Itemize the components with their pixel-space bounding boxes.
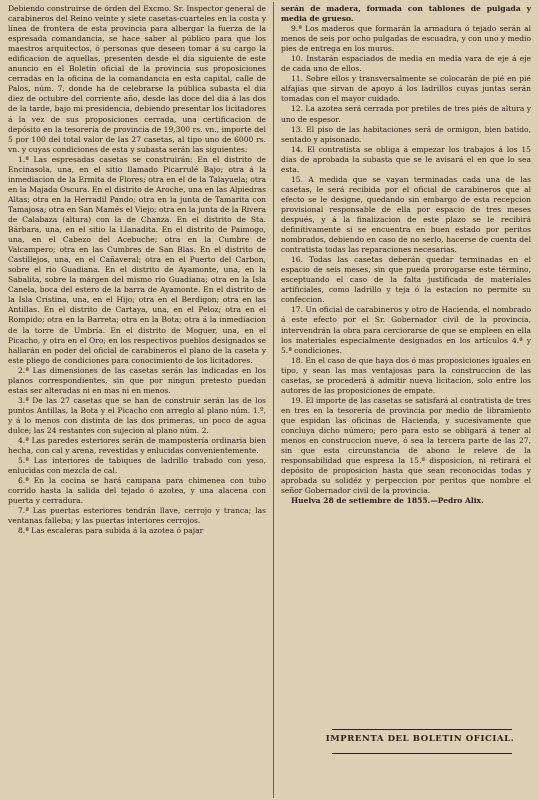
condition-item: 19. El importe de las casetas se satisfará al contratista de tres en tres en la tesorería de provincia por medio de libramiento que espidan las oficinas de Hacienda, y sucesivamente que concluya dicho número; pero para esto se obligará á tener al menos en construccion nueve, ó sea la tercera parte de las 27, sin que esta circunstancia de abono le releve de la responsabilidad que espresa la 15.ª disposicion, ni retirará el depósito de proposicion hasta que sean reconocidas todas y aprobada su solidéz y perpeccion por peritos que nombre el señor Gobernador civil de la provincia. <box>281 395 531 496</box>
condition-item: 17. Un oficial de carabineros y otro de Hacienda, el nombrado á este efecto por el Sr. Gobernador civil de la provincia, intervendrán la obra para cerciorarse de que se empleen en ella los materiales especialmente designados en los artículos 4.ª y 5.ª condiciones. <box>281 305 531 355</box>
condition-item: serán de madera, formada con tablones de pulgada y media de grueso. <box>281 4 531 24</box>
left-column <box>8 4 266 536</box>
condition-item: 14. El contratista se obliga á empezar los trabajos á los 15 dias de aprobada la subasta que se le avisará el en que lo sea esta. <box>281 144 531 174</box>
imprint-footer: IMPRENTA DEL BOLETIN OFICIAL. <box>325 734 515 744</box>
condition-item: 2.ª Las dimensiones de las casetas serán las indicadas en los planos correspondientes, sin que por ningun pretesto puedan estas ser alteradas ni en mas ni en menos. <box>8 365 266 395</box>
condition-item: 15. A medida que se vayan terminadas cada una de las casetas, le será recibida por el oficial de carabineros que al efecto se le designe, quedando sin embargo de esta recepcion provisional responsable de ella por espacio de tres meses después, y á la finalizacion de este plazo se le recibirá definitivamente si se encuentra en buen estado por peritos nombrados, debiendo en caso de no serlo, hacerse de cuenta del contratista todas las reparaciones necesarias. <box>281 174 531 255</box>
condition-item: 16. Todas las casetas deberán quedar terminadas en el espacio de seis meses, sin que pueda prorogarse este término, esceptuando el caso de la falta justificada de materiales artificiales, como ladrillo y teja ó la estacion no permite su confeccion. <box>281 255 531 305</box>
condition-item: 13. El piso de las habitaciones será de ormigon, bien batido, sentado y apisonado. <box>281 124 531 144</box>
condition-item: 8.ª Las escaleras para subida á la azotea ó pajar <box>18 526 204 536</box>
condition-item: 1.ª Las espresadas casetas se construirán: En el distrito de Encinasola, una, en el sitio llamado Picarrulé Bajo; otra á la inmediacion de la Ermita de Flores; otra en el de la Talayuela; otra en la Majada Oscura. En el distrito de Aroche, una en las Alpiedras Altas; otra en la Herradil Pando; otra en la junta de Tamarita con Tamajosa; otra en San Mamés el Viejo; otra en la junta de la Rivera de Calabaza (altura) con la de Chanza. En el distrito de Sta. Bárbara, una, en el sitio la Llanadita. En el distrito de Paimogo, una, en el Cabezo del Acebuche; otra en la Cumbre de Valcampero; otra en las Cumbres de San Blas. En el distrito de Castillejos, una, en el Cañaveral; otra en el Puerto del Carbon, sobre el rio Guadiana. En el distrito de Ayamonte, una, en la Sabalita, sobre la márgen del mismo rio Guadiana; otra en la Isla Canela, boca del estero de la barra de Ayamonte. En el distrito de la Isla Cristina, una, en el Hijo; otra en el Berdigon; otra en las Antillas. En el distrito de Cartaya, una, en el Peloz; otra en el Rompido; otra en la Barreta; otra en la Bota; otra á la inmediacion de la torre de Umbría. En el distrito de Moguer, una, en el Picacho, y otra en el Oro; en los respectivos pueblos designados se hallarán en poder del oficial de carabineros el plano de la caseta y este pliego de condiciones para conocimiento de los licitadores. <box>8 154 267 365</box>
condition-item: 9.ª Los maderos que formarán la armadura ó tejado serán al menos de seis por ocho pulgadas de escuadra, y con uno y medio pies de entrega en los muros. <box>281 24 531 54</box>
right-column <box>281 4 531 506</box>
condition-item: 18. En el caso de que haya dos ó mas proposiciones iguales en tipo, y sean las mas ventajosas para la construccion de las casetas, se procederá á admitir nueva licitacion, solo entre los autores de las proposiciones de empate. <box>281 355 531 395</box>
condition-item: 4.ª Las paredes esteriores serán de mampostería ordinaria bien hecha, con cal y arena, revestidas y enlucidas convenientemente. <box>8 436 266 456</box>
condition-item: 3.ª De las 27 casetas que se han de construir serán las de los puntos Antillas, la Bota y el Picacho con arreglo al plano núm. 1.º, y á lo menos con distinta de las dos primeras, un poco de agua dulce; las 24 restantes con sujecion al plano núm. 2. <box>8 395 266 435</box>
imprint-rule-bottom <box>332 753 512 754</box>
condition-item: 11. Sobre ellos y transversalmente se colocarán de pié en pié alfajías que sirvan de apoyo á los ladrillos cuyas juntas serán tomadas con el mayor cuidado. <box>281 74 531 104</box>
condition-item: 6.ª En la cocina se hará campana para chimenea con tubo corrido hasta la salida del tejado ó azotea, y una alacena con puerta y cerradura. <box>8 476 266 506</box>
column-divider <box>273 2 274 798</box>
condition-item: 5.ª Las interiores de tabiques de ladrillo trabado con yeso, enlucidas con mezcla de cal. <box>8 456 266 476</box>
imprint-rule-top <box>332 729 512 730</box>
condition-item: 12. La azotea será cerrada por pretiles de tres piés de altura y uno de espesor. <box>281 104 531 124</box>
condition-item: 7.ª Las puertas esteriores tendrán llave, cerrojo y tranca; las ventanas falleba; y las puertas interiores cerrojos. <box>8 506 266 526</box>
announcement-intro: Debiendo construirse de órden del Excmo. Sr. Inspector general de carabineros del Reino veinte y siete casetas-cuarteles en la costa y línea de frontera de esta provincia para albergar la fuerza de la espresada comandancia, se hace saber al público para que los maestros arquitectos, ó personas que deseen tomar á su cargo la edificacion de aquellas, presenten desde el dia siguiente de este anuncio en el Boletin oficial de la provincia sus proposiciones cerradas en la oficina de la comandancia en esta capital, calle de Palos, núm. 7, donde ha de celebrarse la pública subasta el dia diez de octubre del corriente año, desde las doce del dia á las dos de la tarde, bajo mi presidencia, debiendo presentar los licitadores á la vez de sus proposiciones cerrada, una certificacion de depósito en la tesorería de provincia de 19,300 rs. vn., importe del 5 por 100 del total valor de las 27 casetas, al tipo uno de 6000 rs. vn. y cuyas condiciones de esta y subasta serán las siguientes: <box>8 4 266 154</box>
condition-item: 10. Instarán espaciados de media en media vara de eje á eje de cada uno de ellos. <box>281 54 531 74</box>
signature-line: Huelva 28 de setiembre de 1855.—Pedro Alix. <box>291 496 484 506</box>
